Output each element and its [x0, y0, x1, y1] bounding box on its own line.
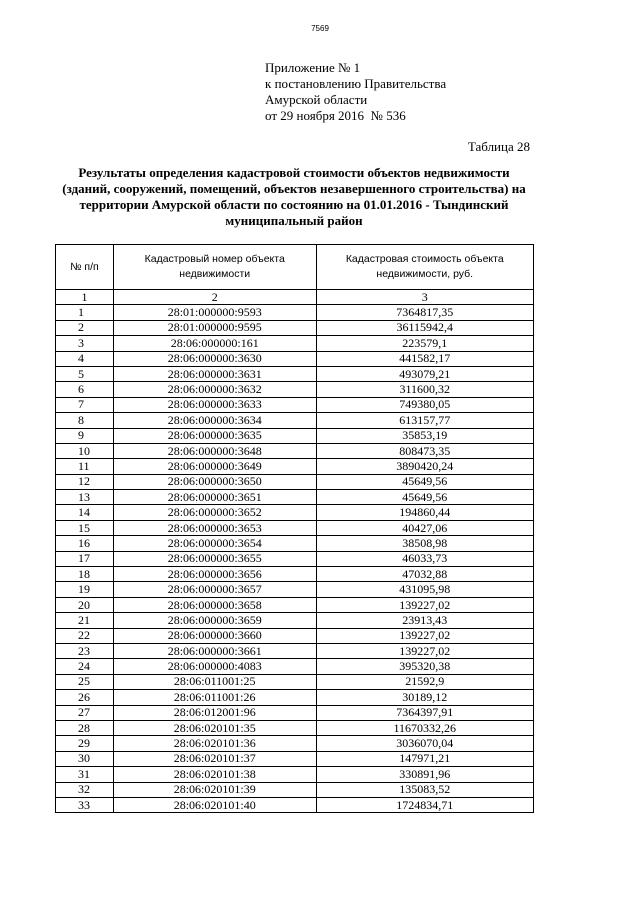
row-number-cell: 17	[56, 551, 114, 566]
cadastral-number-cell: 28:06:011001:25	[113, 674, 316, 689]
row-number-cell: 5	[56, 366, 114, 381]
table-row	[56, 397, 534, 412]
row-number-cell: 20	[56, 597, 114, 612]
column-number: 3	[316, 290, 534, 305]
cadastral-value-cell: 431095,98	[316, 582, 534, 597]
row-number-cell: 31	[56, 767, 114, 782]
cadastral-value-cell: 749380,05	[316, 397, 534, 412]
cadastral-value-cell: 3890420,24	[316, 459, 534, 474]
cadastral-value-cell: 3036070,04	[316, 736, 534, 751]
row-number-cell: 16	[56, 536, 114, 551]
table-row	[56, 643, 534, 658]
table-row	[56, 674, 534, 689]
table-label: Таблица 28	[467, 139, 530, 154]
cadastral-value-cell: 7364397,91	[316, 705, 534, 720]
cadastral-number-cell: 28:06:000000:3630	[113, 351, 316, 366]
cadastral-value-cell: 139227,02	[316, 628, 534, 643]
row-number-cell: 25	[56, 674, 114, 689]
row-number-cell: 7	[56, 397, 114, 412]
table-row	[56, 567, 534, 582]
table-row	[56, 628, 534, 643]
table-row	[56, 443, 534, 458]
appendix-line: к постановлению Правительства	[265, 76, 447, 91]
table-row	[56, 490, 534, 505]
cadastral-number-cell: 28:06:000000:3660	[113, 628, 316, 643]
cadastral-number-cell: 28:06:000000:3653	[113, 520, 316, 535]
row-number-cell: 27	[56, 705, 114, 720]
cadastral-value-cell: 613157,77	[316, 413, 534, 428]
cadastral-number-cell: 28:06:000000:161	[113, 336, 316, 351]
cadastral-value-cell: 7364817,35	[316, 305, 534, 320]
cadastral-value-table	[55, 244, 534, 813]
table-row	[56, 305, 534, 320]
row-number-cell: 10	[56, 443, 114, 458]
row-number-cell: 21	[56, 613, 114, 628]
table-row	[56, 720, 534, 735]
cadastral-value-cell: 47032,88	[316, 567, 534, 582]
row-number-cell: 30	[56, 751, 114, 766]
cadastral-number-cell: 28:06:000000:3635	[113, 428, 316, 443]
cadastral-number-cell: 28:06:000000:3657	[113, 582, 316, 597]
table-row	[56, 705, 534, 720]
cadastral-number-cell: 28:06:000000:3654	[113, 536, 316, 551]
cadastral-number-cell: 28:06:000000:3652	[113, 505, 316, 520]
page-number: 7569	[311, 24, 329, 33]
cadastral-number-cell: 28:01:000000:9595	[113, 320, 316, 335]
row-number-cell: 32	[56, 782, 114, 797]
table-row	[56, 520, 534, 535]
cadastral-value-cell: 147971,21	[316, 751, 534, 766]
cadastral-number-cell: 28:06:000000:3634	[113, 413, 316, 428]
row-number-cell: 19	[56, 582, 114, 597]
cadastral-number-cell: 28:06:000000:3632	[113, 382, 316, 397]
cadastral-number-cell: 28:06:000000:3658	[113, 597, 316, 612]
cadastral-number-cell: 28:06:000000:3633	[113, 397, 316, 412]
column-number: 2	[113, 290, 316, 305]
cadastral-number-cell: 28:06:000000:3631	[113, 366, 316, 381]
cadastral-value-cell: 135083,52	[316, 782, 534, 797]
cadastral-value-cell: 46033,73	[316, 551, 534, 566]
cadastral-value-cell: 395320,38	[316, 659, 534, 674]
cadastral-number-cell: 28:06:011001:26	[113, 690, 316, 705]
cadastral-value-cell: 330891,96	[316, 767, 534, 782]
table-row	[56, 474, 534, 489]
cadastral-value-cell: 1724834,71	[316, 797, 534, 812]
cadastral-number-cell: 28:06:000000:3649	[113, 459, 316, 474]
table-row	[56, 551, 534, 566]
table-row	[56, 767, 534, 782]
row-number-cell: 18	[56, 567, 114, 582]
cadastral-value-cell: 223579,1	[316, 336, 534, 351]
table-row	[56, 320, 534, 335]
table-row	[56, 336, 534, 351]
cadastral-number-cell: 28:06:000000:3651	[113, 490, 316, 505]
table-row	[56, 736, 534, 751]
table-row	[56, 613, 534, 628]
cadastral-number-cell: 28:06:000000:4083	[113, 659, 316, 674]
row-number-cell: 6	[56, 382, 114, 397]
table-header-row	[56, 245, 534, 290]
document-title: Результаты определения кадастровой стоимости объектов недвижимости (зданий, сооружений, помещений, объектов незавершенного строительства) на территории Амурской области по состоянию на 01.01.2016 - Тындинский муниципальный район	[62, 165, 526, 228]
row-number-cell: 14	[56, 505, 114, 520]
row-number-cell: 22	[56, 628, 114, 643]
cadastral-number-cell: 28:06:000000:3650	[113, 474, 316, 489]
cadastral-value-cell: 21592,9	[316, 674, 534, 689]
row-number-cell: 3	[56, 336, 114, 351]
cadastral-number-cell: 28:06:000000:3661	[113, 643, 316, 658]
table-row	[56, 536, 534, 551]
header-row-number: № п/п	[56, 245, 114, 290]
table-row	[56, 797, 534, 812]
cadastral-number-cell: 28:01:000000:9593	[113, 305, 316, 320]
row-number-cell: 24	[56, 659, 114, 674]
cadastral-value-cell: 23913,43	[316, 613, 534, 628]
cadastral-value-cell: 36115942,4	[316, 320, 534, 335]
cadastral-number-cell: 28:06:020101:35	[113, 720, 316, 735]
cadastral-value-cell: 30189,12	[316, 690, 534, 705]
cadastral-value-cell: 38508,98	[316, 536, 534, 551]
cadastral-number-cell: 28:06:020101:37	[113, 751, 316, 766]
column-number-row	[56, 290, 534, 305]
cadastral-number-cell: 28:06:000000:3655	[113, 551, 316, 566]
table-row	[56, 459, 534, 474]
cadastral-value-cell: 11670332,26	[316, 720, 534, 735]
cadastral-value-cell: 139227,02	[316, 643, 534, 658]
cadastral-value-cell: 45649,56	[316, 474, 534, 489]
row-number-cell: 9	[56, 428, 114, 443]
row-number-cell: 8	[56, 413, 114, 428]
appendix-line: Приложение № 1	[265, 60, 361, 75]
row-number-cell: 23	[56, 643, 114, 658]
row-number-cell: 33	[56, 797, 114, 812]
cadastral-value-cell: 441582,17	[316, 351, 534, 366]
row-number-cell: 1	[56, 305, 114, 320]
table-row	[56, 690, 534, 705]
row-number-cell: 29	[56, 736, 114, 751]
cadastral-value-cell: 194860,44	[316, 505, 534, 520]
cadastral-number-cell: 28:06:000000:3659	[113, 613, 316, 628]
row-number-cell: 2	[56, 320, 114, 335]
appendix-block	[265, 60, 565, 124]
table-row	[56, 351, 534, 366]
cadastral-number-cell: 28:06:000000:3656	[113, 567, 316, 582]
row-number-cell: 11	[56, 459, 114, 474]
cadastral-number-cell: 28:06:012001:96	[113, 705, 316, 720]
cadastral-value-cell: 493079,21	[316, 366, 534, 381]
table-row	[56, 413, 534, 428]
appendix-line: Амурской области	[265, 92, 368, 107]
table-row	[56, 428, 534, 443]
row-number-cell: 26	[56, 690, 114, 705]
table-row	[56, 382, 534, 397]
table-row	[56, 366, 534, 381]
cadastral-value-cell: 311600,32	[316, 382, 534, 397]
cadastral-value-cell: 45649,56	[316, 490, 534, 505]
table-row	[56, 751, 534, 766]
header-cadastral-value: Кадастровая стоимость объекта недвижимости, руб.	[316, 245, 534, 290]
table-row	[56, 597, 534, 612]
row-number-cell: 28	[56, 720, 114, 735]
cadastral-number-cell: 28:06:020101:40	[113, 797, 316, 812]
cadastral-value-cell: 40427,06	[316, 520, 534, 535]
cadastral-value-cell: 139227,02	[316, 597, 534, 612]
table-row	[56, 782, 534, 797]
cadastral-number-cell: 28:06:020101:38	[113, 767, 316, 782]
cadastral-number-cell: 28:06:020101:39	[113, 782, 316, 797]
header-cadastral-number: Кадастровый номер объекта недвижимости	[113, 245, 316, 290]
row-number-cell: 12	[56, 474, 114, 489]
cadastral-value-cell: 808473,35	[316, 443, 534, 458]
table-row	[56, 659, 534, 674]
cadastral-number-cell: 28:06:000000:3648	[113, 443, 316, 458]
appendix-line: от 29 ноября 2016 № 536	[265, 108, 406, 123]
table-row	[56, 582, 534, 597]
row-number-cell: 4	[56, 351, 114, 366]
cadastral-number-cell: 28:06:020101:36	[113, 736, 316, 751]
column-number: 1	[56, 290, 114, 305]
row-number-cell: 15	[56, 520, 114, 535]
row-number-cell: 13	[56, 490, 114, 505]
cadastral-value-cell: 35853,19	[316, 428, 534, 443]
table-row	[56, 505, 534, 520]
